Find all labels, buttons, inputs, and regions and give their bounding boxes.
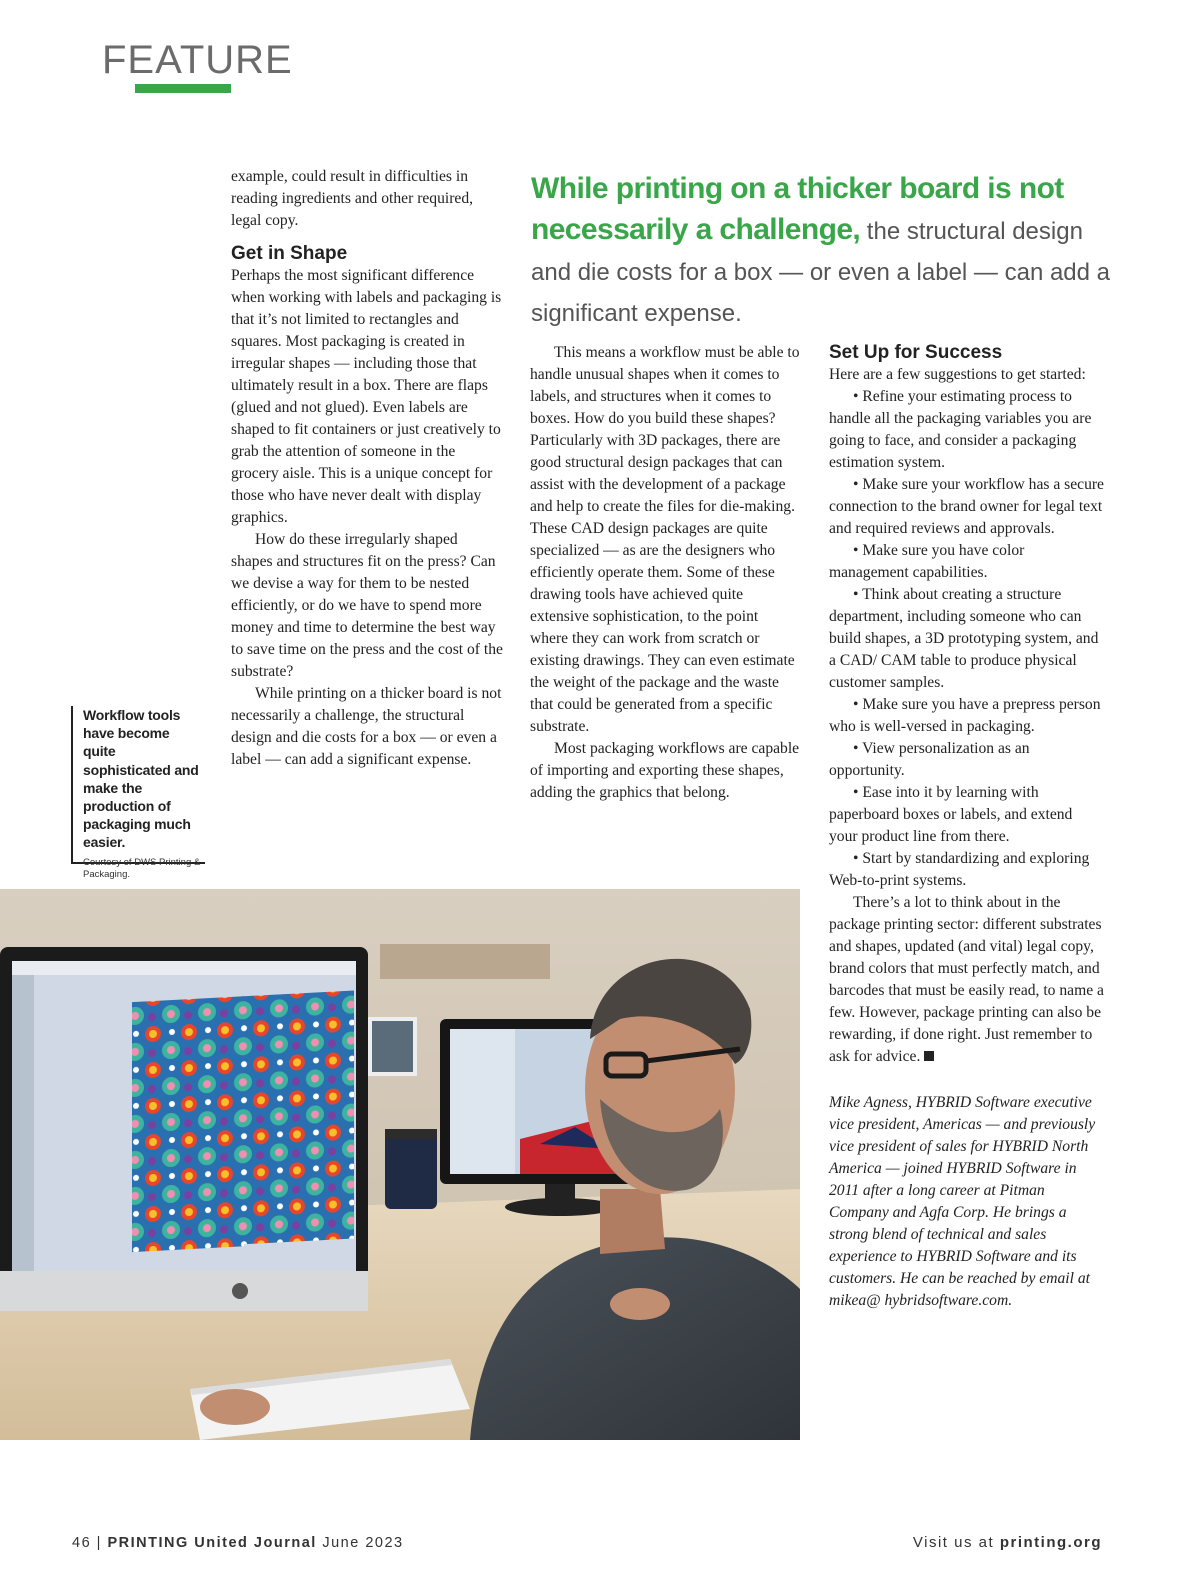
- column1-paragraph-1: Perhaps the most significant difference when working with labels and packaging is that it’s not limited to rectangles and squares. Most packaging is created in irregular shapes — including those that ultimately result in a box. There are flaps (glued and not glued). Even labels are shaped to fit containers or just creatively to grab the attention of someone in the grocery aisle. This is a unique concept for those who have never dealt with display graphics.: [231, 267, 502, 526]
- suggestion-item: • Make sure you have color management capabilities.: [829, 542, 1025, 581]
- footer-publication-info: [72, 1535, 404, 1551]
- subhead-set-up-for-success: Set Up for Success: [829, 342, 1003, 363]
- pull-quote-rest: the structural design and die costs for a box — or even a label — can add a significant expense.: [531, 218, 1111, 327]
- suggestion-item: • View personalization as an opportunity.: [829, 740, 1030, 779]
- photo-designer-at-workstation: [0, 889, 800, 1440]
- page-number: 46: [72, 1535, 92, 1551]
- workstation-illustration: [0, 889, 800, 1440]
- article-column-3: [829, 342, 1104, 1312]
- section-rule: [135, 84, 231, 93]
- column3-intro: Here are a few suggestions to get started:: [829, 366, 1086, 383]
- article-column-1: [231, 166, 503, 771]
- section-label: FEATURE: [102, 38, 293, 82]
- column1-intro: example, could result in difficulties in reading ingredients and other required, legal copy.: [231, 168, 474, 229]
- column2-paragraph-2: Most packaging workflows are capable of importing and exporting these shapes, adding the graphics that belong.: [530, 740, 800, 801]
- closing-text: There’s a lot to think about in the package printing sector: different substrates and shapes, updated (and vital) legal copy, brand colors that must perfectly match, and barcodes that must be easily read, to name a few. However, package printing can also be rewarding, if done right. Just remember to ask for advice.: [829, 894, 1104, 1065]
- suggestion-item: • Make sure you have a prepress person who is well-versed in packaging.: [829, 696, 1101, 735]
- author-bio: Mike Agness, HYBRID Software executive vice president, Americas — and previously vice president of sales for HYBRID North America — joined HYBRID Software in 2011 after a long career at Pitman Company and Agfa Corp. He brings a strong blend of technical and sales experience to HYBRID Software and its customers. He can be reached by email at mikea@ hybridsoftware.com.: [829, 1094, 1096, 1309]
- photo-caption: [71, 706, 205, 880]
- column3-closing: [829, 892, 1104, 1068]
- suggestion-item: • Refine your estimating process to handle all the packaging variables you are going to face, and consider a packaging estimation system.: [829, 388, 1092, 471]
- column1-paragraph-2: How do these irregularly shaped shapes and structures fit on the press? Can we devise a way for them to be nested efficiently, or do we have to spend more money and time to determine the best way to save time on the press and the cost of the substrate?: [231, 531, 503, 680]
- subhead-get-in-shape: Get in Shape: [231, 243, 348, 264]
- website-link[interactable]: printing.org: [999, 1534, 1102, 1551]
- suggestion-item: • Ease into it by learning with paperboard boxes or labels, and extend your product line from there.: [829, 784, 1073, 845]
- suggestion-item: • Start by standardizing and exploring Web-to-print systems.: [829, 850, 1090, 889]
- column2-paragraph-1: This means a workflow must be able to handle unusual shapes when it comes to labels, and structures when it comes to boxes. How do you build these shapes? Particularly with 3D packages, there are good structural design packages that can assist with the development of a package and help to create the files for die-making. These CAD design packages are quite specialized — as are the designers who efficiently operate them. Some of these drawing tools have achieved quite extensive sophistication, to the point where they can work from scratch or existing drawings. They can even estimate the weight of the package and the waste that could be generated from a specific substrate.: [530, 344, 800, 735]
- visit-prefix: Visit us at: [912, 1534, 995, 1551]
- column1-paragraph-3: While printing on a thicker board is not necessarily a challenge, the structural design and die costs for a box — or even a label — can add a significant expense.: [231, 685, 502, 768]
- end-mark-icon: [924, 1051, 934, 1061]
- suggestion-item: • Make sure your workflow has a secure connection to the brand owner for legal text and required reviews and approvals.: [829, 476, 1104, 537]
- pull-quote: [531, 168, 1111, 334]
- publication-name: PRINTING United Journal: [107, 1535, 317, 1551]
- pull-quote-highlight: While printing on a thicker board is not necessarily a challenge,: [531, 172, 1064, 246]
- footer-separator: |: [96, 1535, 102, 1551]
- issue-date: June 2023: [322, 1535, 404, 1551]
- footer-website: [913, 1534, 1102, 1551]
- caption-text: Workflow tools have become quite sophisticated and make the production of packaging much easier.: [83, 707, 199, 851]
- photo-credit: Courtesy of DWS Printing & Packaging.: [83, 856, 201, 880]
- article-column-2: [530, 342, 800, 804]
- suggestion-item: • Think about creating a structure department, including someone who can build shapes, a 3D prototyping system, and a CAD/ CAM table to produce physical customer samples.: [829, 586, 1099, 691]
